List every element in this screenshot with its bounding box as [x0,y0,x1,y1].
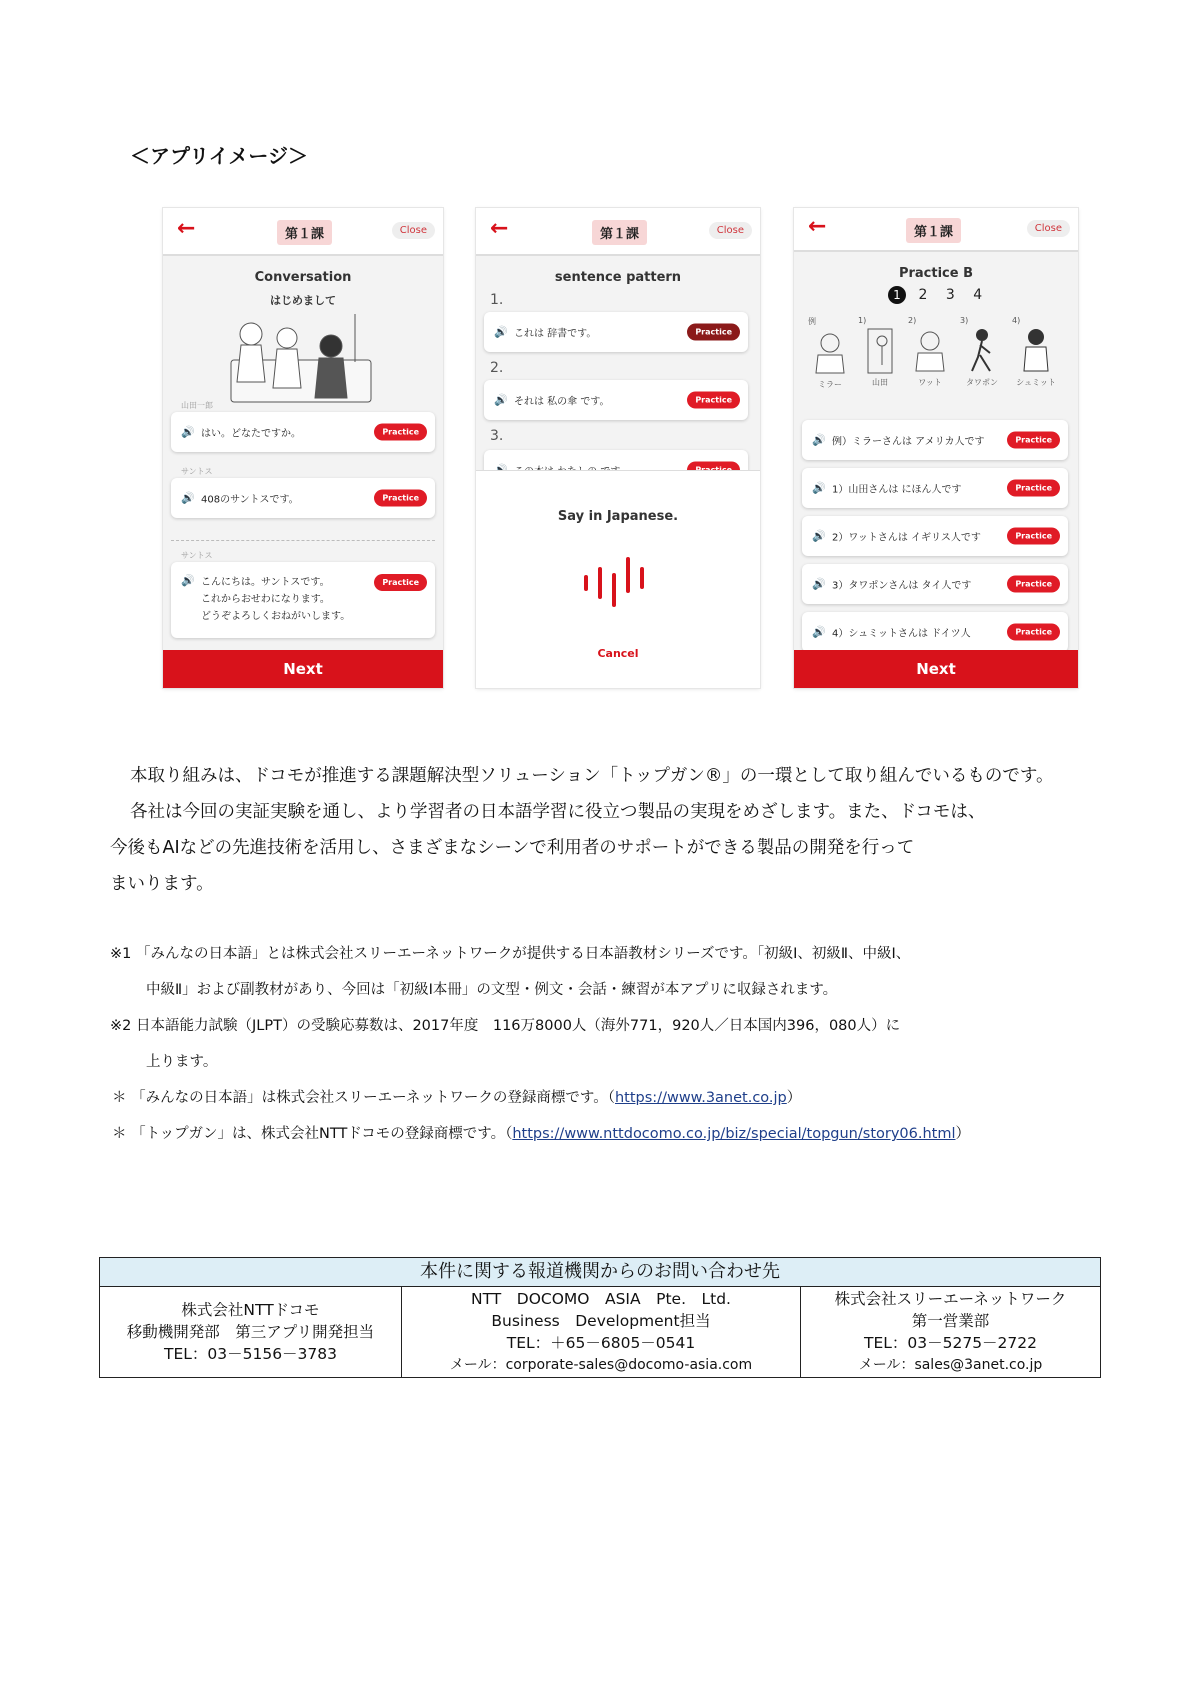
page-4[interactable]: 4 [973,287,983,303]
company-name: NTT DOCOMO ASIA Pte. Ltd. [471,1290,731,1308]
practice-text: 2）ワットさんは イギリス人です [832,532,981,544]
speaker-icon[interactable]: 🔊 [494,393,508,407]
dialogue-card [171,478,435,518]
speaker-icon[interactable]: 🔊 [181,425,195,439]
section-heading: ＜アプリイメージ＞ [130,144,308,168]
speaker-icon[interactable]: 🔊 [812,529,826,543]
email: メール：corporate-sales@docomo-asia.com [449,1357,753,1373]
practice-card [802,612,1068,652]
back-arrow-icon[interactable]: ← [808,214,827,239]
contact-docomo-asia [402,1287,801,1378]
trademark-text: ＊ 「トップガン」は、株式会社NTTドコモの登録商標です。（ [112,1126,513,1142]
practice-button[interactable]: Practice [1007,480,1060,497]
page-3[interactable]: 3 [945,287,955,303]
screen-sentence-pattern [476,208,760,688]
speaker-label: サントス [181,467,213,476]
practice-button[interactable]: Practice [1007,528,1060,545]
figure-3: 3) タワポン [960,316,998,387]
page-2[interactable]: 2 [918,287,928,303]
paren-close: ） [955,1126,970,1142]
item-number: 2. [490,360,504,376]
lesson-title: 第１課 [906,218,961,243]
voice-prompt: Say in Japanese. [557,509,679,524]
sentence-text: これは 辞書です。 [514,328,597,340]
company-name: 株式会社スリーエーネットワーク [834,1290,1067,1308]
trademark-note-1 [112,1086,801,1107]
speaker-label: 山田一郎 [181,401,213,410]
next-button[interactable]: Next [794,650,1078,688]
conversation-illustration [223,312,383,408]
department: Business Development担当 [491,1312,711,1330]
voice-waveform-icon [580,555,656,611]
item-number: 1. [490,292,504,308]
dialogue-text: はい。どなたですか。 [201,428,301,440]
footnote-2-line1: ※2 日本語能力試験（JLPT）の受験応募数は、2017年度 116万8000人（海外771，920人／日本国内396，080人）に [110,1018,901,1034]
figure-4: 4) シュミット [1012,316,1056,387]
screen-practice-b [794,208,1078,688]
app-header [163,208,443,256]
paragraph-2-line3: まいります。 [110,874,214,894]
department: 移動機開発部 第三アプリ開発担当 [126,1323,375,1341]
item-number: 3. [490,428,504,444]
practice-text: 3）タワポンさんは タイ人です [832,580,972,592]
lesson-title: 第１課 [592,220,647,245]
app-header [476,208,760,256]
voice-input-panel [476,470,760,688]
back-arrow-icon[interactable]: ← [490,216,509,241]
sentence-card [484,380,748,420]
trademark-text: ＊ 「みんなの日本語」は株式会社スリーエーネットワークの登録商標です。（ [112,1090,615,1106]
dialogue-text: こんにちは。サントスです。 これからおせわになります。 どうぞよろしくおねがいします。 [201,577,351,622]
practice-button[interactable]: Practice [374,490,427,507]
speaker-icon[interactable]: 🔊 [494,325,508,339]
next-button[interactable]: Next [163,650,443,688]
screen-title: sentence pattern [554,270,682,285]
dialogue-card [171,562,435,638]
practice-card [802,516,1068,556]
email: メール：sales@3anet.co.jp [858,1357,1043,1373]
practice-button[interactable]: Practice [374,574,427,591]
topgun-link[interactable]: https://www.nttdocomo.co.jp/biz/special/topgun/story06.html [512,1126,956,1142]
speaker-icon[interactable]: 🔊 [181,574,195,587]
sentence-text: それは 私の傘 です。 [514,396,610,408]
speaker-icon[interactable]: 🔊 [181,491,195,505]
company-name: 株式会社NTTドコモ [181,1301,320,1319]
paragraph-1: 本取り組みは、ドコモが推進する課題解決型ソリューション「トップガン®」の一環として取り組んでいるものです。 [130,766,1054,786]
back-arrow-icon[interactable]: ← [177,216,196,241]
phone: TEL：03－5156－3783 [163,1345,337,1363]
practice-button[interactable]: Practice [1007,432,1060,449]
speaker-label: サントス [181,551,213,560]
practice-text: 1）山田さんは にほん人です [832,484,962,496]
divider [171,540,435,541]
practice-card [802,468,1068,508]
close-button[interactable]: Close [392,222,435,239]
dialogue-text: 408のサントスです。 [201,494,299,506]
practice-button[interactable]: Practice [374,424,427,441]
page-1-active[interactable]: 1 [888,286,906,304]
screen-subtitle: はじめまして [270,294,336,307]
practice-button[interactable]: Practice [687,324,740,341]
practice-card [802,420,1068,460]
screen-body [476,256,760,688]
3anet-link[interactable]: https://www.3anet.co.jp [614,1090,787,1106]
department: 第一営業部 [911,1312,990,1330]
footnote-1-line1: ※1 「みんなの日本語」とは株式会社スリーエーネットワークが提供する日本語教材シリーズです。「初級Ⅰ、初級Ⅱ、中級Ⅰ、 [110,946,911,962]
trademark-note-2 [112,1122,970,1143]
sentence-card [484,312,748,352]
close-button[interactable]: Close [1027,220,1070,237]
figure-2: 2) ワット [908,316,952,388]
practice-card [802,564,1068,604]
figure-1: 1) 山田 [858,316,902,388]
screen-conversation [163,208,443,688]
footnote-2-line2: 上ります。 [146,1054,218,1070]
app-header [794,208,1078,252]
practice-button[interactable]: Practice [1007,576,1060,593]
contact-table [99,1257,1101,1378]
practice-text: 例）ミラーさんは アメリカ人です [832,436,985,448]
contact-header: 本件に関する報道機関からのお問い合わせ先 [100,1258,1101,1287]
screen-title: Practice B [898,266,974,281]
contact-docomo [100,1287,402,1378]
screen-title: Conversation [254,270,352,285]
close-button[interactable]: Close [709,222,752,239]
paren-close: ） [786,1090,802,1106]
dialogue-card [171,412,435,452]
screen-body [163,256,443,688]
paragraph-2-line1: 各社は今回の実証実験を通し、より学習者の日本語学習に役立つ製品の実現をめざします。また、ドコモは、 [130,802,986,822]
paragraph-2-line2: 今後もAIなどの先進技術を活用し、さまざまなシーンで利用者のサポートができる製品の開発を行って [110,838,915,858]
phone: TEL：03－5275－2722 [863,1334,1037,1352]
practice-text: 4）シュミットさんは ドイツ人 [832,628,971,640]
footnote-1-line2: 中級Ⅱ」および副教材があり、今回は「初級Ⅰ本冊」の文型・例文・会話・練習が本アプリに収録されます。 [146,982,838,998]
contact-3anet [801,1287,1101,1378]
lesson-title: 第１課 [277,220,332,245]
page-selector [888,286,982,304]
phone: TEL：＋65－6805－0541 [506,1334,696,1352]
speaker-icon[interactable]: 🔊 [812,577,826,591]
speaker-icon[interactable]: 🔊 [812,433,826,447]
practice-button[interactable]: Practice [687,392,740,409]
practice-button[interactable]: Practice [1007,624,1060,641]
figure-example: 例 ミラー [808,317,842,389]
speaker-icon[interactable]: 🔊 [812,625,826,639]
cancel-button[interactable]: Cancel [597,647,639,660]
speaker-icon[interactable]: 🔊 [812,481,826,495]
screen-body [794,252,1078,688]
